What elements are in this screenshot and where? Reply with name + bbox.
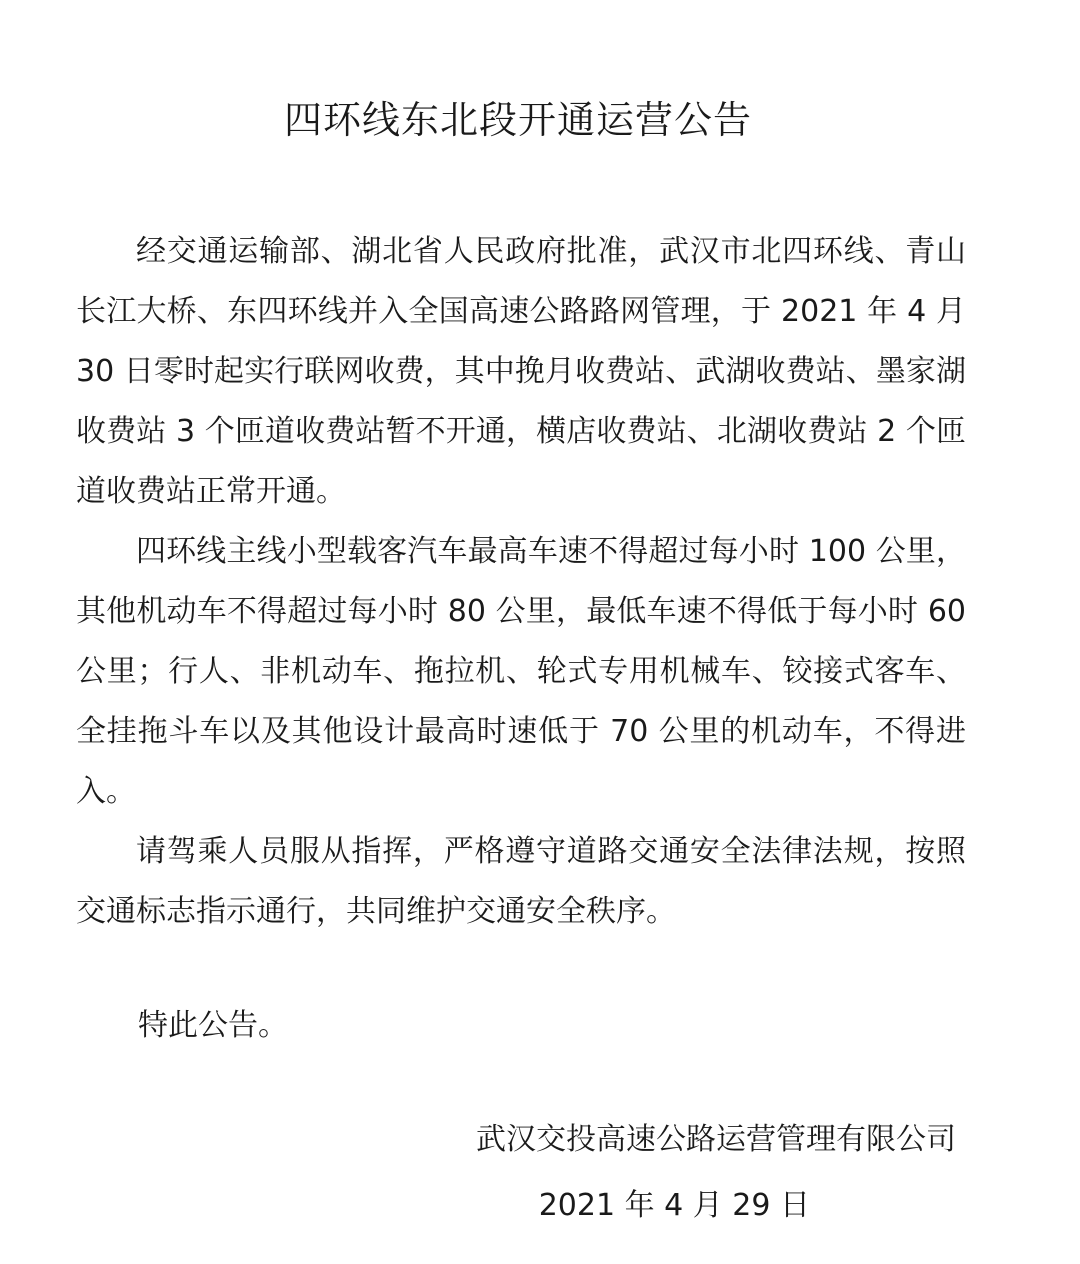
notice-body <box>76 222 966 942</box>
issuing-organization: 武汉交投高速公路运营管理有限公司 <box>476 1122 956 1157</box>
notice-title: 四环线东北段开通运营公告 <box>283 98 752 142</box>
paragraph-1: 经交通运输部、湖北省人民政府批准，武汉市北四环线、青山长江大桥、东四环线并入全国高速公路路网管理，于 2021 年 4 月 30 日零时起实行联网收费，其中挽月收费站、武湖收费站、墨家湖收费站 3 个匝道收费站暂不开通，横店收费站、北湖收费站 2 个匝道收费站正常开通。 <box>76 234 966 509</box>
paragraph-2: 四环线主线小型载客汽车最高车速不得超过每小时 100 公里，其他机动车不得超过每小时 80 公里，最低车速不得低于每小时 60 公里；行人、非机动车、拖拉机、轮式专用机械车、铰接式客车、全挂拖斗车以及其他设计最高时速低于 70 公里的机动车，不得进入。 <box>76 534 966 809</box>
closing-line: 特此公告。 <box>138 1008 288 1043</box>
issue-date: 2021 年 4 月 29 日 <box>538 1188 810 1223</box>
paragraph-3: 请驾乘人员服从指挥，严格遵守道路交通安全法律法规，按照交通标志指示通行，共同维护交通安全秩序。 <box>76 834 966 929</box>
